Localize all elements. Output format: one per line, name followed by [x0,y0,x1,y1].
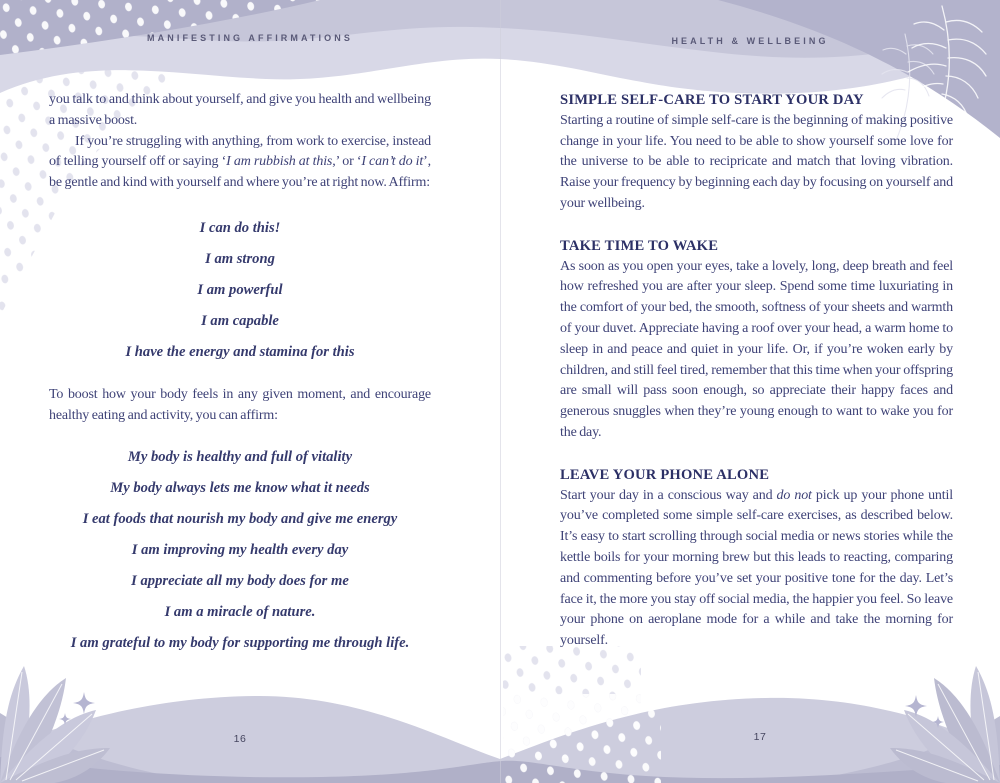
affirmation: My body is healthy and full of vitality [127,448,353,465]
affirmation: I am strong [205,250,275,267]
paragraph: To boost how your body feels in any given moment, and encourage healthy eating and activity, you can affirm: [49,386,431,423]
running-head-left: MANIFESTING AFFIRMATIONS [147,33,353,43]
section-heading: SIMPLE SELF-CARE TO START YOUR DAY [560,92,864,108]
paragraph: If you’re struggling with anything, from work to exercise, instead of telling yourself off or saying ‘I am rubbish at this,’ or ‘I can’t do it’, be gentle and kind with yourself and where you’re at right now. Affirm: [49,133,431,191]
page-number-left: 16 [233,733,247,745]
section-heading: TAKE TIME TO WAKE [560,237,719,254]
affirmation: I can do this! [199,219,281,236]
affirmation: I am capable [201,312,279,329]
right-page-text [560,90,953,652]
section-take-time-to-wake [560,236,953,444]
affirmation: I am a miracle of nature. [164,603,316,620]
section-heading: LEAVE YOUR PHONE ALONE [560,466,770,483]
affirmation: I am powerful [197,281,283,298]
affirmation: My body always lets me know what it needs [110,479,370,496]
paragraph: As soon as you open your eyes, take a lovely, long, deep breath and feel how refreshed you are after your sleep. Spend some time luxuriating in the comfort of your bed, the smooth, softness of your sheets and warmth of your duvet. Appreciate having a roof over your head, a warm home to sleep in and peace and quiet in your life. Or, if you’re woken early by children, and still feel tired, remember that this time when your offspring are small will pass soon enough, so appreciate their happy faces and generous snuggles when they’re young enough to want to wake you for the day. [560,258,953,440]
bottom-center-polka-dots [503,646,661,783]
affirmation: I appreciate all my body does for me [131,572,349,589]
affirmation: I am improving my health every day [131,541,349,558]
affirmation: I have the energy and stamina for this [125,343,355,360]
paragraph: you talk to and think about yourself, and give you health and wellbeing a massive boost. [49,92,431,128]
paragraph: Start your day in a conscious way and do not pick up your phone until you’ve completed some simple self-care exercises, as described below. It’s easy to start scrolling through social media or news stories while the kettle boils for your morning brew but this leads to reacting, comparing and commenting before you’ve set your positive tone for the day. Let’s face it, the more you stay off social media, the happier you feel. So leave your phone on aeroplane mode for a while and take the morning for yourself. [560,487,953,649]
affirmation: I eat foods that nourish my body and give me energy [82,510,398,527]
paragraph: Starting a routine of simple self-care is the beginning of making positive change in your life. You need to be able to show yourself some love for the universe to be able to recipricate and match that loving vibration. Raise your frequency by beginning each day by focusing on yourself and your wellbeing. [560,112,953,211]
left-page-text [49,90,431,652]
affirmation: I am grateful to my body for supporting me through life. [70,634,410,651]
affirmation-list-2 [49,448,431,652]
section-self-care [560,90,953,215]
section-leave-phone-alone [560,465,953,652]
running-head-right: HEALTH & WELLBEING [671,36,829,46]
page-number-right: 17 [753,731,767,743]
affirmation-list-1 [49,219,431,361]
